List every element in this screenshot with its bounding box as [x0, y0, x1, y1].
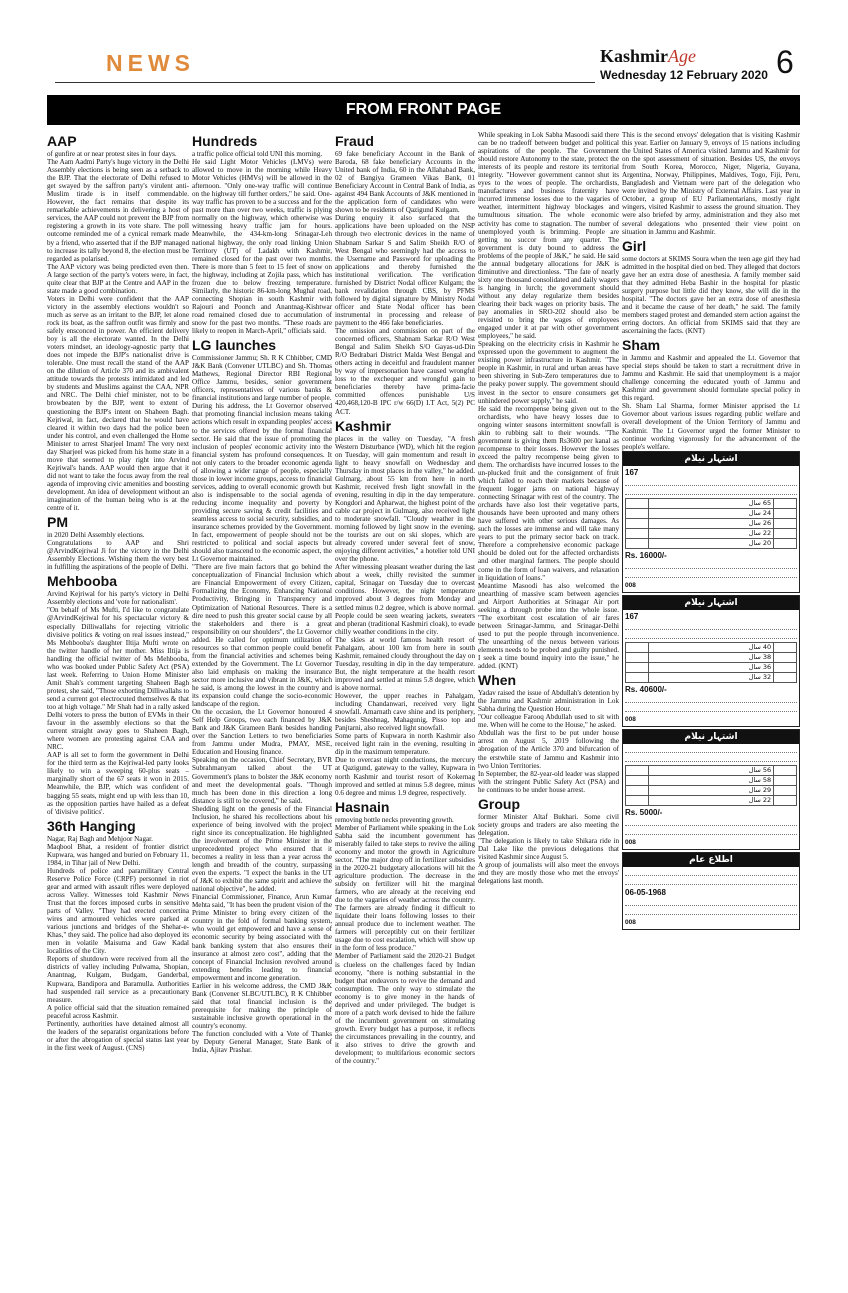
notice-row [626, 672, 797, 682]
notice-age: 58 سال [648, 775, 773, 785]
article-paragraph: Member of Parliament said the 2020-21 Budget is clueless on the challenges faced by Indian economy, "there is nothing substantial in the budget that endeavors to revive the demand and consumption. The only way to stimulate the economy is to give money in the hands of deprived and under privileged. The budget is more of a patch work devised to hide the failure of the incumbent government on stimulating growth. Every budget has a purpose, it reflects the circumstances prevailing in the country, and it also strives to drive the growth and development; to multifarious economic sectors of the country." [335, 952, 475, 1066]
text-line [625, 900, 797, 906]
article-paragraph: "There are five main factors that go behind the conceptualization of Financial Inclusion which are Financial Empowerment of every Citizen, Formalizing the Economy, Enhancing National Productivity, Bringing in Transparency and Optimization of National Resources. There is a dire need to push this greater social cause by all the stakeholders and there is a great responsibility on our shoulders", the Lt Governor added. He called for optimum utilization of resources so that common people could benefit from the financial activities and schemes being extended by the Government. The Lt Governor also laid emphasis on making the insurance sector more inclusive and vibrant in J&K, which he said, is among the lowest in the country and its expansion could change the socio-economic landscape of the region. [192, 563, 332, 709]
notice-title: اشتہار نیلام [623, 596, 799, 610]
notice-cell [626, 765, 649, 775]
text-line [625, 624, 797, 630]
article-paragraph: The omission and commission on part of the concerned officers, Shabnam Sarkar R/O West Bengal and Salim Sheikh S/O Gayas-ud-Din R/O Bedrabari District Malda West Bengal and others acting in deceitful and fraudulent manner by way of impersonation have caused wrongful loss to the exchequer and wrongful gain to beneficiaries thereby have prima-facie committed offences punishable U/S 420,468,120-B IPC r/w 66(D) I.T Act, 5(2) PC ACT. [335, 327, 475, 416]
article-paragraph: A group of journalists will also meet the envoys and they are mostly those who met the envoys' delegations last month. [478, 861, 619, 886]
article-paragraph: Speaking on the occasion, Chief Secretary, BVR Subrahmanyam talked about the UT Government's plans to bolster the J&K economy and meet the developmental goals. "Though much has been done in this direction a long distance is still to be covered," he said. [192, 756, 332, 805]
page-number: 6 [776, 44, 794, 80]
article-paragraph: A police official said that the situation remained peaceful across Kashmir. [47, 1003, 189, 1020]
article [335, 133, 475, 416]
notice-cell [626, 498, 649, 508]
notice-cell [774, 662, 797, 672]
text-line [625, 572, 797, 578]
notice-cell [626, 538, 649, 548]
notice-cell [774, 642, 797, 652]
classified-notice [622, 729, 800, 850]
notice-row [626, 795, 797, 805]
article-paragraph: Financial Commissioner, Finance, Arun Kumar Mehta said, "It has been the prudent vision of the Prime Minister to bring every citizen of the country in the fold of formal banking system, who would get empowered and have a sense of economic security by being associated with the bank banking system that also ensures their insurance at almost zero cost", adding that the concept of Financial Inclusion revolved around extending benefits leading to financial empowerment and income generation. [192, 893, 332, 982]
classified-notice [622, 852, 800, 930]
article-paragraph: The skies at world famous health resort of Pahalgam, about 100 km from here in south Kashmir, remained cloudy throughout the day on Tuesday, resulting in dip in the day temperature. But, the night temperature at the health resort improved and settled at minus 5.8 degree, which is above normal. [335, 635, 475, 692]
notice-age: 29 سال [648, 785, 773, 795]
column-2 [192, 131, 332, 1286]
article-paragraph: He said Light Motor Vehicles (LMVs) were allowed to move in the morning while Heavy Motor Vehicles (HMVs) will be allowed in the afternoon. "Only one-way traffic will continue on the highway till further orders," he said. One-way traffic has proven to be a success and for the past more than over two weeks, traffic is plying normally on the highway, which otherwise was witnessing heavy traffic jam for hours. Meanwhile, the 434-km-long Srinagar-Leh national highway, the only road linking Union Territory (UT) of Ladakh with Kashmir, remained closed for the past over two months. There is more than 5 feet to 15 feet of snow on the highway, including at Zojila pass, which has frozen due to below freezing temperature. Similarly, the historic 86-km-long Mughal road, connecting Shopian in south Kashmir with Rajouri and Poonch and Anantnag-Kishtwar road remained closed due to accumulation of snow for the past two months. "These roads are likely to reopen in March-April," officials said. [192, 158, 332, 336]
text-line [625, 829, 797, 835]
notice-age: 40 سال [648, 642, 773, 652]
article-continuation [478, 131, 619, 670]
article-paragraph: Abdullah was the first to be put under house arrest on August 5, 2019 following the abrogation of the Article 370 and bifurcation of the erstwhile state of Jammu and Kashmir into two Union Territories. [478, 729, 619, 770]
notice-cell [774, 528, 797, 538]
notice-age: 22 سال [648, 795, 773, 805]
notice-cell [626, 672, 649, 682]
article-paragraph: "On behalf of Ms Mufti, I'd like to congratulate @ArvindKejriwal for his spectacular victory & especially Dilliwallahs for rejecting vitriolic divisive politics & voting on real issues instead," Ms Mehbooba's daughter Iltija Mufti wrote on the twitter handle of her mother. Miss Iltija is handling the official twitter of Ms Mehbooba, who was booked under Public Safety Act (PSA) last week. Referring to Union Home Minister Amit Shah's comment targeting Shaheen Bagh protest, she said, "Those exhorting Dilliwallahs to send a current got electrocuted themselves & that too at high voltage." Mr Shah had in a rally asked Delhi voters to press the button of EVMs in their favour in the assembly elections so that the current straight away goes to Shaheen Bagh, where women are protesting against CAA and NRC. [47, 606, 189, 752]
notice-reference: 167 [625, 611, 639, 621]
notice-cell [774, 775, 797, 785]
article-paragraph: Shedding light on the genesis of the Financial Inclusion, he shared his recollections about his experience of being involved with the project right since its conceptualization. He highlighted the involvement of the Prime Minister in the unprecedented project who ensured that it becomes a reality in less than a year across the length and breadth of the country, surpassing even the experts. "I expect the banks in the UT of J&K to exhibit the same spirit and achieve the national objective", he added. [192, 804, 332, 894]
article [622, 238, 800, 335]
notice-number: 008 [625, 918, 636, 926]
notice-cell [774, 795, 797, 805]
article-paragraph: He said the recompense being given out to the orchardists, who have heavy losses due to ongoing winter seasons intermittent snowfall is akin to rubbing salt to their wounds. "The government is giving them Rs3600 per kanal as recompense to their losses. However the losses exceed the paltry recompense being given to them. The orchardists have incurred losses to the un-plucked fruit and the consignment of fruit which failed to reach their markets because of frequent logger jams on national highway connecting Srinagar with rest of the country. The orchards have also lost their vegetative parts, thousands have been uprooted and many others have suffered with other serious damages. As such the losses are immense and will take many years to put the primary sector back on track. Therefore a comprehensive economic package should be doled out for the affected orchardists and other marginal farmers. The people should come in the form of loan waivers, and relaxation in liquidation of loans." [478, 404, 619, 582]
article-paragraph: On the occasion, the Lt Governor honoured 4 Self Help Groups, two each financed by J&K Bank and J&K Grameen Bank besides handing over the Sanction Letters to two beneficiaries from Jammu under Mudra, PMAY, MSE, Education and Housing finance. [192, 708, 332, 757]
article [47, 573, 189, 815]
article-paragraph: AAP is all set to form the government in Delhi for the third term as the Kejriwal-led party looks likely to win a sweeping 60-plus seats – marginally short of the 67 seats it won in 2015. Meanwhile, the BJP, which was confident of bagging 55 seats, might end up with less than 10, as the opposition parties have hailed as a defeat of 'divisive politics'. [47, 751, 189, 816]
text-line [625, 820, 797, 826]
article-paragraph: Yadav raised the issue of Abdullah's detention by the Jammu and Kashmir administration in Lok Sabha during the Question Hour. [478, 689, 619, 714]
issue-date: Wednesday 12 February 2020 [600, 68, 768, 82]
text-line [625, 697, 797, 703]
notice-title: اشتہار نیلام [623, 452, 799, 466]
article-headline: Sham [622, 337, 661, 354]
article-paragraph: Congratulations to AAP and Shri @ArvindKejriwal Ji for the victory in the Delhi Assembly Elections. Wishing them the very best in fulfilling the aspirations of the people of Delhi. [47, 539, 189, 572]
article-paragraph: Arvind Kejriwal for his party's victory in Delhi Assembly elections and 'vote for nationalism'. [47, 590, 189, 607]
article-headline: Fraud [335, 133, 374, 149]
notice-table [625, 498, 797, 549]
text-line [625, 909, 797, 915]
article [192, 337, 332, 1054]
notice-cell [774, 498, 797, 508]
notice-cell [774, 508, 797, 518]
text-line [625, 747, 797, 753]
notice-age: 24 سال [648, 508, 773, 518]
article-paragraph: Nagar, Raj Bagh and Mehjoor Nagar. [47, 834, 153, 843]
notice-table [625, 765, 797, 806]
article-headline: LG launches [192, 337, 277, 354]
notice-age: 20 سال [648, 538, 773, 548]
notice-amount: Rs. 5000/- [625, 807, 663, 817]
notice-date: 06-05-1968 [625, 887, 666, 897]
notice-age: 65 سال [648, 498, 773, 508]
article-paragraph: In September, the 82-year-old leader was slapped with the stringent Public Safety Act (PSA) and he continues to be under house arrest. [478, 769, 619, 794]
article-paragraph: places in the valley on Tuesday, "A fresh Western Disturbance (WD), which hit the region on Tuesday, will gain momentum and result in light to heavy snowfall on Wednesday and Thursday in most places in the valley," he added. Gulmarg, about 55 km from here in north Kashmir, received fresh light snowfall in the evening, resulting in dip in the day temperature. Kongdori and Apharwat, the highest point of the cable car project in Gulmarg, also received light to moderate snowfall. "Cloudy weather in the morning followed by light snow in the evening, the tourists are out on ski slopes, which are already covered under several feet of snow, enjoying different activities," a hotelier told UNI over the phone. [335, 434, 475, 564]
notice-age: 32 سال [648, 672, 773, 682]
article-paragraph: The function concluded with a Vote of Thanks by Deputy General Manager, State Bank of India, Ajitav Prashar. [192, 1030, 332, 1055]
notice-number: 008 [625, 581, 636, 589]
article-columns [47, 131, 800, 1286]
section-label: NEWS [106, 50, 195, 76]
text-line [625, 633, 797, 639]
notice-amount: Rs. 16000/- [625, 550, 667, 560]
column-1 [47, 131, 189, 1286]
notice-cell [626, 508, 649, 518]
article [478, 672, 619, 794]
article-paragraph: Some parts of Kupwara in north Kashmir also received light rain in the evening, resulting in dip in the maximum temperature. [335, 732, 475, 757]
notice-age: 22 سال [648, 528, 773, 538]
notice-cell [626, 642, 649, 652]
notice-title: اشتہار نیلام [623, 730, 799, 744]
article [622, 337, 800, 451]
article-headline: AAP [47, 133, 77, 149]
article-paragraph: After witnessing pleasant weather during the last about a week, chilly revisited the summer capital, Srinagar on Tuesday due to overcast conditions. However, the night temperature improved about 3 degrees from Monday and settled minus 0.2 degree, which is above normal. People could be seen wearing jackets, sweaters and pheran (traditional Kashmiri cloak), to evade chilly weather conditions in the city. [335, 563, 475, 636]
notice-age: 38 سال [648, 652, 773, 662]
notice-cell [626, 528, 649, 538]
article-paragraph: Speaking on the electricity crisis in Kashmir he expressed upon the government to augment the existing power infrastructure in Kashmir. "The people in Kashmir, in rural and urban areas have been shivering in Sub-Zero temperatures due to the peaky power supply. The government should invest in the sector to ensure consumers get unhindered power supply," he said. [478, 340, 619, 405]
classified-notice [622, 595, 800, 727]
article-headline: 36th Hanging [47, 817, 136, 834]
article-paragraph: in 2020 Delhi Assembly elections. [47, 531, 145, 540]
article-paragraph: "The delegation is likely to take Shikara ride in Dal Lake like the previous delegations that visited Kashmir since August 5. [478, 836, 619, 861]
article-headline: Kashmir [335, 417, 392, 434]
article-paragraph: some doctors at SKIMS Soura when the teen age girl they had admitted in the hospital died on bed. They alleged that doctors gave her an extra dose of anesthesia. A family member said that they admitted Heba Bashir in the hospital for plastic surgery purpose but little did they know, she will die in the hospital. "The doctors gave her an extra dose of anesthesia and it became the cause of her death," he said. The family members staged protest and demanded stern action against the erring doctors. An official from SKIMS said that they are ascertaining the facts. (KNT) [622, 254, 800, 336]
notice-row [626, 652, 797, 662]
notice-cell [626, 652, 649, 662]
article-paragraph: Earlier in his welcome address, the CMD J&K Bank (Convener SLBC/UTLBC), R K Chhibber said that total financial inclusion is the prerequisite for making the principle of sustainable inclusive growth operational in the country's economy. [192, 981, 332, 1030]
article-paragraph: Hundreds of police and paramilitary Central Reserve Police Force (CRPF) personnel in riot gear and armed with assault rifles were deployed across Valley. Witnesses told Kashmir News Trust that the forces imposed curbs in sensitive parts of Valley. "They had erected concertina wires and armoured vehicles were parked at various junctions and bridges of the Shehar-e-Khas," they said. The police had also deployed its men in volatile Maisuma and Gaw Kadal localities of the City. [47, 866, 189, 956]
text-line [625, 706, 797, 712]
notice-table [625, 642, 797, 683]
notice-row [626, 785, 797, 795]
article-continuation [622, 131, 800, 236]
column-3 [335, 131, 475, 1286]
notice-cell [774, 765, 797, 775]
notice-cell [626, 795, 649, 805]
brand-accent: Age [668, 46, 696, 66]
notice-cell [774, 785, 797, 795]
column-5 [622, 131, 800, 1286]
column-4 [478, 131, 619, 1286]
classified-notice [622, 451, 800, 593]
notice-row [626, 498, 797, 508]
article-paragraph: During enquiry it also surfaced that the applications have been uploaded on the NSP through two electronic devices in the name of Shabnam Sarkar S and Salim Sheikh R/O of West Bengal who seemingly had the access to the Username and Password for uploading the applications and thereby furnished the institutional verification. The verification furnished by District Nodal officer Kulgam; the bank revalidation through CBS, by PFMS followed by digital signature by Ministry Nodal officer and State Nodal officer has been instrumental in processing and release of payment to the 466 fake beneficiaries. [335, 214, 475, 327]
article-paragraph: Maqbool Bhat, a resident of frontier district Kupwara, was hanged and buried on February 11, 1984, in Tihar jail of New Delhi. [47, 842, 189, 867]
notice-row [626, 508, 797, 518]
notice-cell [774, 652, 797, 662]
article-paragraph: During his address, the Lt Governor observed that promoting financial inclusion means taking actions which result in expanding peoples' access to the services offered by the formal financial sector. He said that the issue of promoting the inclusion of peoples' economic activity into the financial system has profound consequences. It not only caters to the broader economic agenda of allowing a wider range of people, especially those in lower income groups, access to financial services, adding to overall economic growth but also is indispensable to the social agenda of reducing income inequality and poverty by providing secure saving & credit facilities and seamless access to social security, subsidies, and insurance schemes provided by the Government. In fact, empowerment of people should not be restricted to political and social aspects but should also transcend to the economic aspect, the Lt Governor maintained. [192, 402, 332, 564]
article-paragraph: Voters in Delhi were confident that the AAP victory in the assembly elections wouldn't so much as serve as an irritant to the BJP, let alone rock its boat, as the saffron outfit was firmly and safely ensconced in power. An efficient delivery boy is all the electorate wanted. In the Delhi voters mindset, an ideology-agnostic party that does not impede the BJP's nationalist drive is tolerable. One must recall the stand of the AAP on the dilution of Article 370 and its ambivalent attitude towards the protests intimidated and led by students and Muslims against the CAA, NPR and NRC. The Delhi chief minister, not to be browbeaten by the BJP, went to extent of questioning the BJP's intent on Shaheen Bagh. Kejriwal, in fact, declared that he would have cleared it within two days had the police been under his control, and even challenged the Home Minister to arrest Sharjeel Imam! The very next day Sharjeel was picked from his home state in a move that seemed to play right into Arvind Kejriwal's hands. AAP would then argue that it did not want to take the focus away from the real agenda of improving civic amenities and boosting development. An idea of development without an imagination of the human being who is at the centre of it. [47, 294, 189, 513]
article-paragraph: Commissioner Jammu; Sh. R K Chhibber, CMD J&K Bank (Convener UTLBC) and Sh. Thomas Mathews, Regional Director RBI Regional Office Jammu, besides, senior government officers, representatives of various banks & financial institutions and large number of people. [192, 354, 332, 403]
notice-row [626, 538, 797, 548]
text-line [625, 480, 797, 486]
notice-cell [626, 775, 649, 785]
notice-cell [774, 538, 797, 548]
notice-title: اطلاع عام [623, 853, 799, 867]
notice-number: 008 [625, 838, 636, 846]
article [335, 418, 475, 797]
notice-row [626, 528, 797, 538]
notice-cell [774, 672, 797, 682]
article-paragraph: 69 fake beneficiary Account in the Bank of Baroda, 68 fake beneficiary Accounts in the United bank of India, 60 in the Allahabad Bank, 02 of Bangiya Grameen Vikas Bank, 01 Beneficiary Account in Central Bank of India, as against 494 Bank Accounts of J&K mentioned in the application form of candidates who were shown to be residents of Qazigund Kulgam. [335, 150, 475, 215]
notice-row [626, 775, 797, 785]
text-line [625, 489, 797, 495]
article [47, 133, 189, 512]
article-paragraph: This is the second envoys' delegation that is visiting Kashmir this year. Earlier on January 9, envoys of 15 nations including the United States of America visited Jammu and Kashmir for on the spot assessment of situation. Besides US, the envoys from South Korea, Morocco, Niger, Nigeria, Guyana, Argentina, Norway, Philippines, Maldives, Togo, Fiji, Peru, Bangladesh and Vietnam were part of the delegation who were invited by the Ministry of External Affairs. Last year in October, a group of EU Parliamentarians, mostly right wingers, visited Kashmir to assess the ground situation. They were also briefed by army, administration and they also met several delegations who presented their view point on situation in Jammu and Kashmir. [622, 131, 800, 236]
article-paragraph: Pertinently, authorities have detained almost all the leaders of the separatist organizations before or after the abrogation of special status last year in the first week of August. (CNS) [47, 1019, 189, 1052]
notice-row [626, 662, 797, 672]
notice-cell [626, 518, 649, 528]
notice-age: 26 سال [648, 518, 773, 528]
article-paragraph: Due to overcast night conductions, the mercury at Qazigund, gateway to the valley, Kupwara in north Kashmir and tourist resort of Kokernag improved and settled at minus 5.8 degree, minus 0.6 degree and minus 1.9 degree, respectively. [335, 756, 475, 797]
article-paragraph: Meantime Masoodi has also welcomed the unearthing of massive scam between agencies and Airport Authorities at Srinagar Air port seeking a through probe into the whole issue. "The exorbitant cost escalation of air fares between Srinagar-Jammu, and Srinagar-Delhi used to put the people through inconvenience. The unearthing of the nexus between various elements needs to be probed and guilty punished. I seek a time bound inquiry into the issue," he added. (KNT) [478, 581, 619, 671]
article-paragraph: While speaking in Lok Sabha Masoodi said there can be no tradeoff between budget and political aspirations of the people. The Government should restore Autonomy to the state, protect the interests of its people and restore its territorial integrity. "However government cannot shut its eyes to the woes of people. The orchardists, manufactures and business fraternity have incurred immense losses due to the vagaries of weather, intermittent highway blockages and tumultuous situation. The whole economic activity has come to stagnation. The number of unemployed youth is brimming. People are getting no succor from any quarter. The government is duty bound to address the problems of the people of J&K," he said. He said the annual budgetary allocations for J&K is diminutive and directionless. "The fate of nearly sixty one thousand consolidated and daily wagers is hanging in lurch; the government should without any delay regularize them besides clearing their back wages on priority basis. The pay anomalies in SRO-202 should also be revisited to bring the wages of employees engaged under it at par with other government employees," he said. [478, 131, 619, 341]
article [335, 799, 475, 1065]
text-line [625, 870, 797, 876]
notice-row [626, 518, 797, 528]
notices [622, 451, 800, 930]
notice-cell [626, 662, 649, 672]
article [47, 514, 189, 571]
article [192, 133, 332, 335]
newspaper-logo [600, 46, 696, 67]
article-paragraph: in Jammu and Kashmir and appealed the Lt. Governor that special steps should be taken to start a recruitment drive in Jammu and Kashmir. He said that unemployment is a major challenge concerning the educated youth of Jammu and Kashmir and government should formulate special policy in this regard. [622, 354, 800, 403]
notice-row [626, 765, 797, 775]
article-paragraph: of gunfire at or near protest sites in four days. [47, 150, 177, 158]
brand-main: Kashmir [600, 46, 669, 66]
article-paragraph: Member of Parliament while speaking in the Lok Sabha said the incumbent government has miserably failed to take steps to revive the ailing economy and motor the growth in Agriculture sector. "The major drop off in fertilizer subsidies in the 2020-21 budgetary allocations will hit the agriculture production. The decrease in the subsidy on fertilizer will hit the marginal farmers, who are already at the receiving end due to the vagaries of weather across the country. The farmers are already finding it difficult to liquidate their loans following losses to their annual produce due to inclement weather. The farmers will perceptibly cut on their fertilizer usage due to cost escalation, which will show up in the form of less produce." [335, 823, 475, 953]
article-paragraph: "Our colleague Farooq Abdullah used to sit with me. When will he come to the House," he asked. [478, 713, 619, 730]
notice-row [626, 642, 797, 652]
text-line [625, 756, 797, 762]
article-headline: Girl [622, 237, 647, 254]
notice-cell [774, 518, 797, 528]
article-paragraph: removing bottle necks preventing growth. [335, 815, 454, 824]
notice-number: 008 [625, 715, 636, 723]
article-headline: PM [47, 514, 68, 531]
notice-age: 36 سال [648, 662, 773, 672]
masthead [0, 0, 848, 92]
article-paragraph: The Aam Aadmi Party's huge victory in the Delhi Assembly elections is being seen as a setback to the BJP. That the electorate of Delhi refused to get swayed by the saffron party's virulent anti-Muslim tirade is in itself commendable. However, the fact remains that despite its remarkable achievements in delivering a host of services, the AAP could not prevent the BJP from registering a growth in its vote share. The poll outcome reminded me of a cynical remark made by a friend, who asserted that if the BJP managed to increase its tally beyond 8, the election must be regarded as polarised. [47, 158, 189, 263]
article-headline: Hundreds [192, 133, 258, 149]
divider [55, 82, 595, 83]
article-paragraph: Sh. Sham Lal Sharma, former Minister apprised the Lt Governor about various issues regarding public welfare and overall development of the Union Territory of Jammu and Kashmir. The Lt Governor urged the former Minister to continue working vigorously for the advancement of the people's welfare. [622, 402, 800, 451]
article [47, 818, 189, 1052]
article-paragraph: However, the upper reaches in Pahalgam, including Chandanwari, received very light snowfall. Amarnath cave shine and its periphery, besides Sheshnag, Mahagunig, Pisso top and Panjtarni, also received light snowfall. [335, 692, 475, 733]
article-paragraph: a traffic police official told UNI this morning. [192, 150, 323, 158]
article-headline: Mehbooba [47, 573, 117, 590]
notice-reference: 167 [625, 467, 639, 477]
notice-cell [626, 785, 649, 795]
notice-amount: Rs. 40600/- [625, 684, 667, 694]
article-paragraph: Reports of shutdown were received from all the districts of valley including Pulwama, Shopian, Anantnag, Kulgam, Budgam, Ganderbal, Kupwara, Bandipora and Baramulla. Authorities had suspended rail service as a precautionary measure. [47, 955, 189, 1004]
notice-age: 56 سال [648, 765, 773, 775]
article-headline: When [478, 672, 517, 689]
article-paragraph: former Minister Altaf Bukhari. Some civil society groups and traders are also meeting the delegation. [478, 812, 619, 837]
section-banner: FROM FRONT PAGE [47, 95, 800, 125]
article-paragraph: The AAP victory was being predicted even then. A large section of the party's voters were, in fact, quite clear that BJP at the Centre and AAP in the state made a good combination. [47, 262, 189, 295]
article-headline: Hasnain [335, 798, 390, 815]
text-line [625, 563, 797, 569]
article [478, 796, 619, 885]
article-headline: Group [478, 795, 520, 812]
text-line [625, 879, 797, 885]
